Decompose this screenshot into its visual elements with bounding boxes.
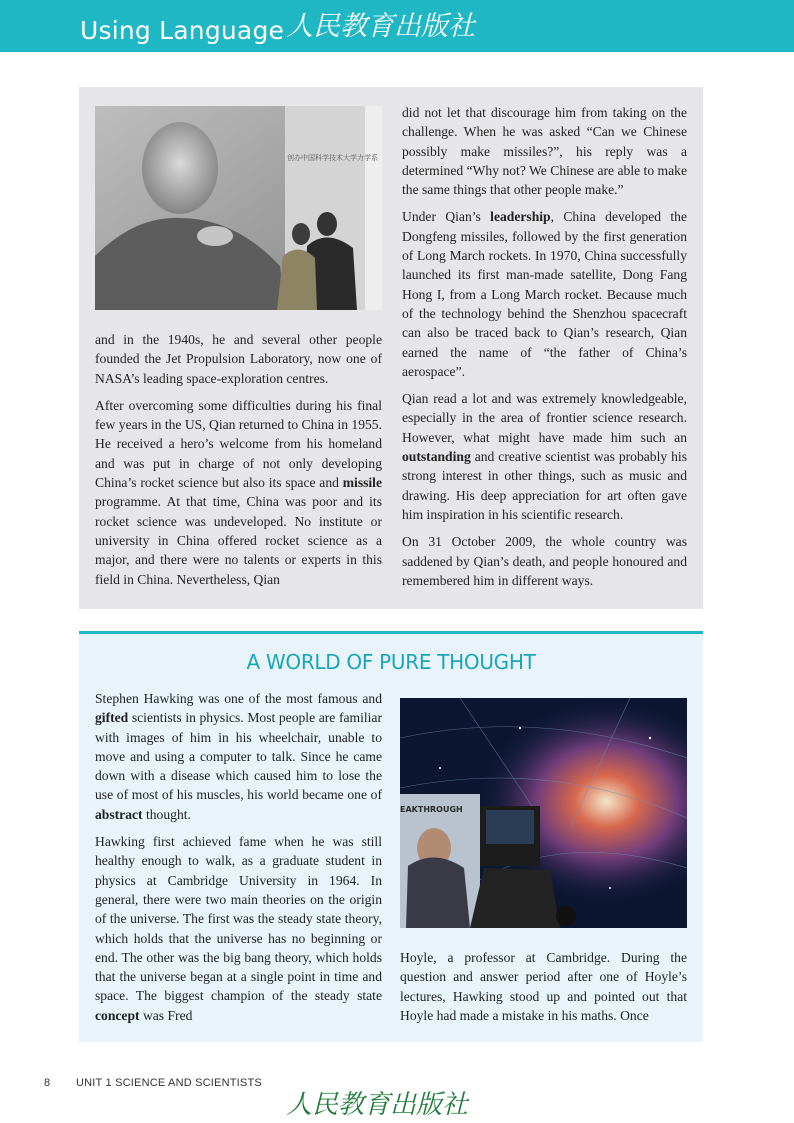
publisher-logo-footer: [286, 1088, 516, 1120]
svg-text:创办中国科学技术大学力学系: 创办中国科学技术大学力学系: [287, 154, 378, 162]
paragraph: Hawking first achieved fame when he was still healthy enough to walk, as a graduate student in physics at Cambridge University in 1964. In general, there were two main theories on the origin of the universe. The first was the steady state theory, which holds that the universe has no beginning or end. The other was the big bang theory, which holds that the universe began at a single point in time and space. The biggest champion of the steady state concept was Fred: [95, 834, 382, 1023]
page-section-title: Using Language: [80, 16, 285, 45]
paragraph: After overcoming some difficulties during his final few years in the US, Qian returned to China in 1955. He received a hero’s welcome from his homeland and was put in charge of not only developing China’s rocket science but also its space and missile programme. At that time, China was poor and its rocket science was undeveloped. No institute or university in China offered rocket science as a major, and there were no talents or experts in this field in China. Nevertheless, Qian: [95, 397, 382, 587]
paragraph: Hoyle, a professor at Cambridge. During the question and answer period after one of Hoyle’s lectures, Hawking stood up and pointed out that Hoyle had made a mistake in his maths. Once: [400, 950, 687, 1023]
hawking-text-right-column: [400, 948, 687, 1033]
page-number: 8: [44, 1077, 51, 1089]
hawking-text-left-column: [95, 689, 382, 1033]
hawking-article-title: A WORLD OF PURE THOUGHT: [246, 650, 536, 674]
qian-text-right-column: [402, 103, 687, 598]
qian-text-left-column: [95, 330, 382, 597]
paragraph: did not let that discourage him from taking on the challenge. When he was asked “Can we Chinese possibly make missiles?”, his reply was a determined “Why not? We Chinese are able to make the same things that other people make.”: [402, 105, 687, 198]
paragraph: and in the 1940s, he and several other people founded the Jet Propulsion Laboratory, now one of NASA’s leading space-exploration centres.: [95, 332, 382, 386]
header-bar: [0, 0, 794, 52]
paragraph: On 31 October 2009, the whole country was saddened by Qian’s death, and people honoured and remembered him in different ways.: [402, 534, 687, 588]
hawking-photo: [400, 698, 687, 928]
paragraph: Qian read a lot and was extremely knowledgeable, especially in the area of frontier science research. However, what might have made him such an outstanding and creative scientist was probably his strong interest in other things, such as music and drawing. His deep appreciation for art often gave him inspiration in his scientific research.: [402, 391, 687, 522]
svg-text:人民教育出版社: 人民教育出版社: [286, 1090, 469, 1120]
svg-text:人民教育出版社: 人民教育出版社: [286, 11, 475, 42]
qian-photo: [95, 106, 382, 310]
paragraph: Under Qian’s leadership, China developed the Dongfeng missiles, followed by the first generation of Long March rockets. In 1970, China successfully launched its first man-made satellite, Dong Fang Hong I, from a Long March rocket. Because much of the technology behind the Shenzhou spacecraft can also be traced back to Qian’s research, Qian earned the name of “the father of China’s aerospace”.: [402, 209, 687, 379]
unit-label: UNIT 1 SCIENCE AND SCIENTISTS: [76, 1077, 262, 1089]
paragraph: Stephen Hawking was one of the most famous and gifted scientists in physics. Most people are familiar with images of him in his wheelchair, unable to move and using a computer to talk. Since he came down with a disease which caused him to lose the use of most of his muscles, his world became one of abstract thought.: [95, 691, 382, 822]
svg-text:EAKTHROUGH: EAKTHROUGH: [400, 805, 463, 814]
publisher-logo: [286, 4, 516, 46]
